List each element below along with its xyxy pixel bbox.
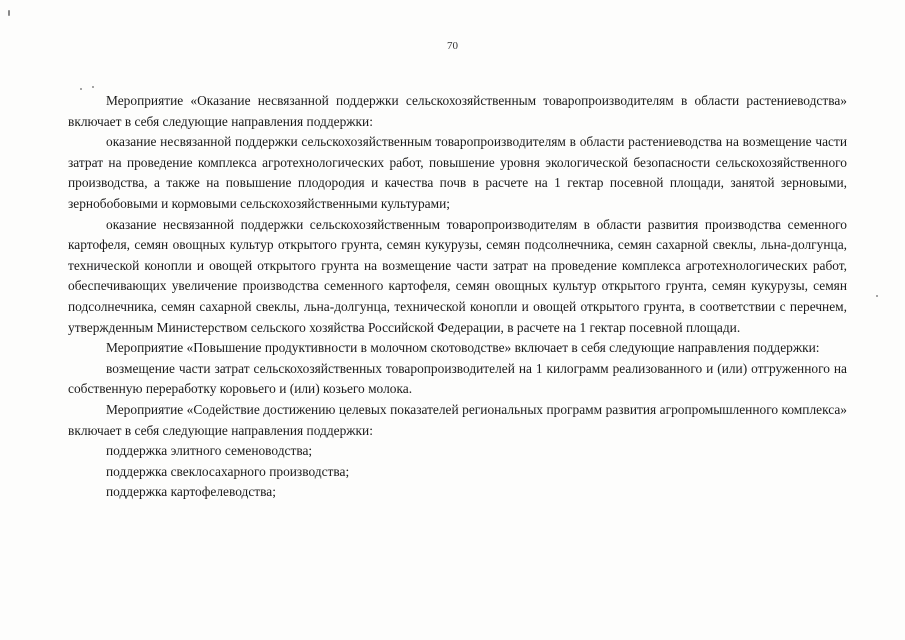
- list-item-sugar-beet: поддержка свеклосахарного производства;: [106, 463, 350, 479]
- scan-speck: [876, 295, 878, 297]
- paragraph-event-unrelated-support: Мероприятие «Оказание несвязанной поддержки сельскохозяйственным товаропроизводителям в области растениеводства» включает в себя следующие направления поддержки:: [68, 93, 847, 129]
- page-number: 70: [447, 40, 458, 52]
- paragraph-milk-compensation: возмещение части затрат сельскохозяйственных товаропроизводителей на 1 килограмм реализованного и (или) отгруженного на собственную переработку коровьего и (или) козьего молока.: [68, 360, 847, 397]
- paragraph-event-regional-programs: Мероприятие «Содействие достижению целевых показателей региональных программ развития агропромышленного комплекса» включает в себя следующие направления поддержки:: [68, 401, 847, 438]
- scan-speck: [92, 86, 94, 88]
- list-item-elite-seeds: поддержка элитного семеноводства;: [106, 443, 313, 459]
- list-item-potato: поддержка картофелеводства;: [106, 484, 276, 500]
- scan-speck: [80, 88, 82, 90]
- paragraph-seed-potato-support: оказание несвязанной поддержки сельскохозяйственным товаропроизводителям в области развития производства семенного картофеля, семян овощных культур открытого грунта, семян кукурузы, семян подсолнечника, семян сахарной свеклы, льна-долгунца, технической конопли и овощей открытого грунта на возмещение части затрат на проведение комплекса агротехнологических работ, обеспечивающих увеличение производства семенного картофеля, семян овощных культур открытого грунта, семян кукурузы, семян подсолнечника, семян сахарной свеклы, льна-долгунца, технической конопли и овощей открытого грунта, в соответствии с перечнем, утвержденным Министерством сельского хозяйства Российской Федерации, в расчете на 1 гектар посевной площади.: [68, 216, 847, 335]
- document-body: [68, 91, 847, 503]
- paragraph-crop-support: оказание несвязанной поддержки сельскохозяйственным товаропроизводителям в области растениеводства на возмещение части затрат на проведение комплекса агротехнологических работ, повышение уровня экологической безопасности сельскохозяйственного производства, а также на повышение плодородия и качества почв в расчете на 1 гектар посевной площади, занятой зерновыми, зернобобовыми и кормовыми сельскохозяйственными культурами;: [68, 134, 847, 211]
- paragraph-event-dairy: Мероприятие «Повышение продуктивности в молочном скотоводстве» включает в себя следующие направления поддержки:: [106, 340, 820, 356]
- scan-speck: [8, 10, 10, 16]
